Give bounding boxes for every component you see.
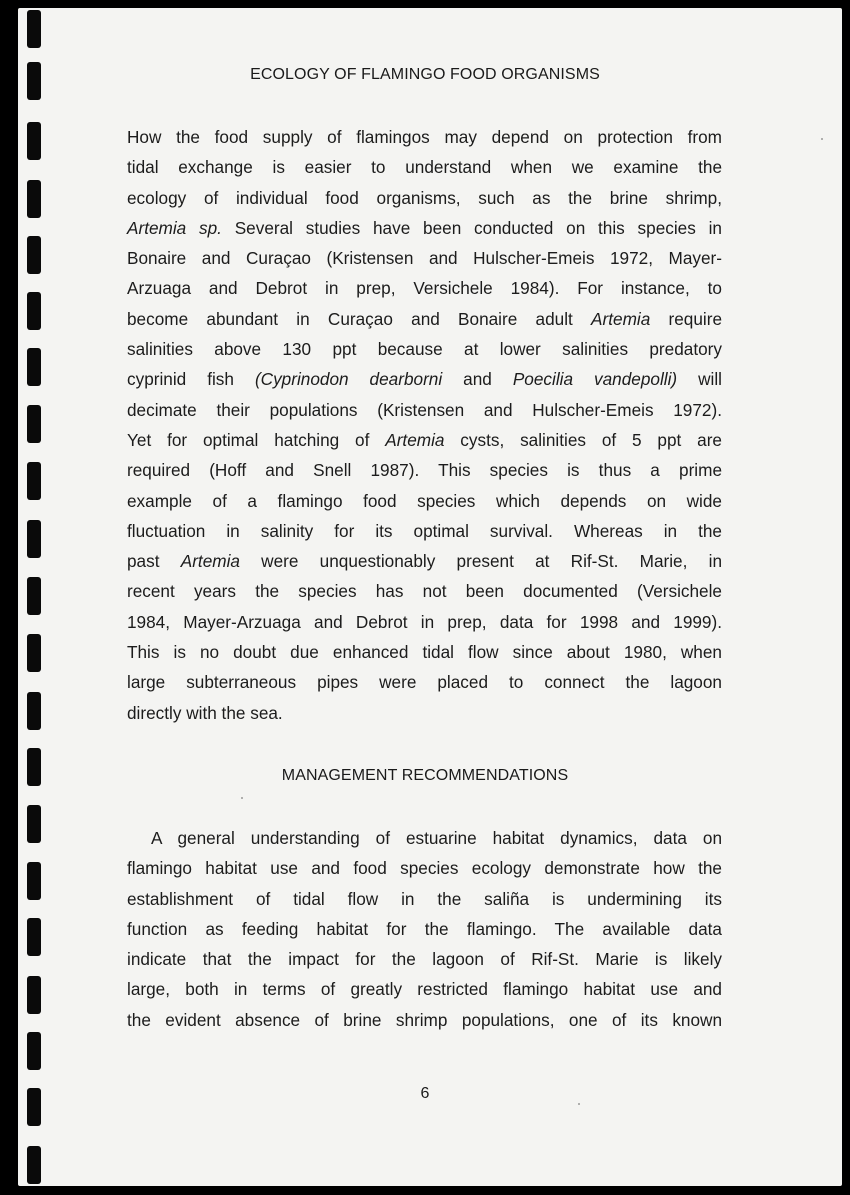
text-line <box>127 546 722 576</box>
italic-text: Poecilia vandepolli) <box>512 369 678 390</box>
italic-text: (Cyprinodon dearborni <box>254 369 443 390</box>
binding-hole <box>27 577 41 615</box>
text-line <box>127 576 722 606</box>
text-run: A general understanding of estuarine habitat dynamics, data on <box>151 828 722 848</box>
text-run: ecology of individual food organisms, such as the brine shrimp, <box>127 187 722 208</box>
text-run: require <box>650 308 723 329</box>
binding-hole <box>27 520 41 558</box>
binding-hole <box>27 862 41 900</box>
text-run: past <box>127 551 181 572</box>
text-run: Yet for optimal hatching of <box>127 429 386 450</box>
text-line <box>127 486 722 516</box>
text-run: required (Hoff and Snell 1987). This species is thus a prime <box>127 460 722 481</box>
text-run: become abundant in Curaçao and Bonaire adult <box>127 308 592 329</box>
text-run: will <box>677 369 722 390</box>
text-line <box>127 304 722 334</box>
text-run: large subterraneous pipes were placed to connect the lagoon <box>127 672 722 693</box>
binding-hole <box>27 1032 41 1070</box>
page-number: 6 <box>420 1085 430 1102</box>
page-title: ECOLOGY OF FLAMINGO FOOD ORGANISMS <box>250 66 600 83</box>
text-line <box>127 884 722 914</box>
binding-hole <box>27 1146 41 1184</box>
text-run: decimate their populations (Kristensen and Hulscher-Emeis 1972). <box>127 399 722 420</box>
text-line <box>127 364 722 394</box>
text-run: Arzuaga and Debrot in prep, Versichele 1984). For instance, to <box>127 278 722 299</box>
text-run: directly with the sea. <box>127 702 283 723</box>
text-line <box>127 607 722 637</box>
text-line <box>127 183 722 213</box>
text-line <box>127 334 722 364</box>
text-line <box>127 667 722 697</box>
scan-speck <box>821 138 823 140</box>
italic-text: Artemia <box>591 308 651 329</box>
binding-hole <box>27 180 41 218</box>
text-run: Bonaire and Curaçao (Kristensen and Hulscher-Emeis 1972, Mayer- <box>127 248 722 269</box>
text-line <box>127 823 722 853</box>
paragraph-management <box>127 823 722 1035</box>
binding-hole <box>27 236 41 274</box>
text-run: This is no doubt due enhanced tidal flow since about 1980, when <box>127 642 722 663</box>
text-run: flamingo habitat use and food species ecology demonstrate how the <box>127 858 722 879</box>
italic-text: Artemia sp. <box>127 217 222 238</box>
text-line <box>127 974 722 1004</box>
binding-hole <box>27 122 41 160</box>
text-line <box>127 1005 722 1035</box>
binding-hole <box>27 348 41 386</box>
text-line <box>127 516 722 546</box>
text-run: example of a flamingo food species which depends on wide <box>127 490 722 511</box>
text-run: cyprinid fish <box>127 369 255 390</box>
text-line <box>127 944 722 974</box>
binding-holes <box>0 0 50 1195</box>
text-run: tidal exchange is easier to understand when we examine the <box>127 157 722 178</box>
text-run: establishment of tidal flow in the saliña is undermining its <box>127 888 722 909</box>
text-line <box>127 122 722 152</box>
text-run: Several studies have been conducted on this species in <box>221 217 722 238</box>
binding-hole <box>27 692 41 730</box>
text-line <box>127 698 722 728</box>
binding-hole <box>27 462 41 500</box>
text-run: and <box>442 369 513 390</box>
binding-hole <box>27 634 41 672</box>
binding-hole <box>27 292 41 330</box>
text-line <box>127 425 722 455</box>
text-run: How the food supply of flamingos may depend on protection from <box>127 127 722 147</box>
text-line <box>127 213 722 243</box>
text-line <box>127 152 722 182</box>
paragraph-ecology <box>127 122 722 728</box>
text-run: fluctuation in salinity for its optimal survival. Whereas in the <box>127 520 722 541</box>
text-line <box>127 637 722 667</box>
text-run: were unquestionably present at Rif-St. Marie, in <box>239 551 722 572</box>
text-run: indicate that the impact for the lagoon of Rif-St. Marie is likely <box>127 949 722 970</box>
italic-text: Artemia <box>385 429 445 450</box>
text-line <box>127 243 722 273</box>
text-run: function as feeding habitat for the flamingo. The available data <box>127 918 722 939</box>
scan-speck <box>241 797 243 799</box>
text-line <box>127 273 722 303</box>
text-run: cysts, salinities of 5 ppt are <box>444 429 722 450</box>
section-heading: MANAGEMENT RECOMMENDATIONS <box>281 767 569 784</box>
text-line <box>127 914 722 944</box>
text-line <box>127 395 722 425</box>
text-run: 1984, Mayer-Arzuaga and Debrot in prep, data for 1998 and 1999). <box>127 611 722 632</box>
binding-hole <box>27 976 41 1014</box>
binding-hole <box>27 10 41 48</box>
italic-text: Artemia <box>180 551 240 572</box>
text-run: large, both in terms of greatly restricted flamingo habitat use and <box>127 979 722 1000</box>
text-run: the evident absence of brine shrimp populations, one of its known <box>127 1009 722 1030</box>
text-run: salinities above 130 ppt because at lower salinities predatory <box>127 339 722 360</box>
binding-hole <box>27 918 41 956</box>
text-line <box>127 455 722 485</box>
scan-speck <box>578 1103 580 1105</box>
text-line <box>127 853 722 883</box>
binding-hole <box>27 805 41 843</box>
text-run: recent years the species has not been documented (Versichele <box>127 581 722 602</box>
binding-hole <box>27 405 41 443</box>
